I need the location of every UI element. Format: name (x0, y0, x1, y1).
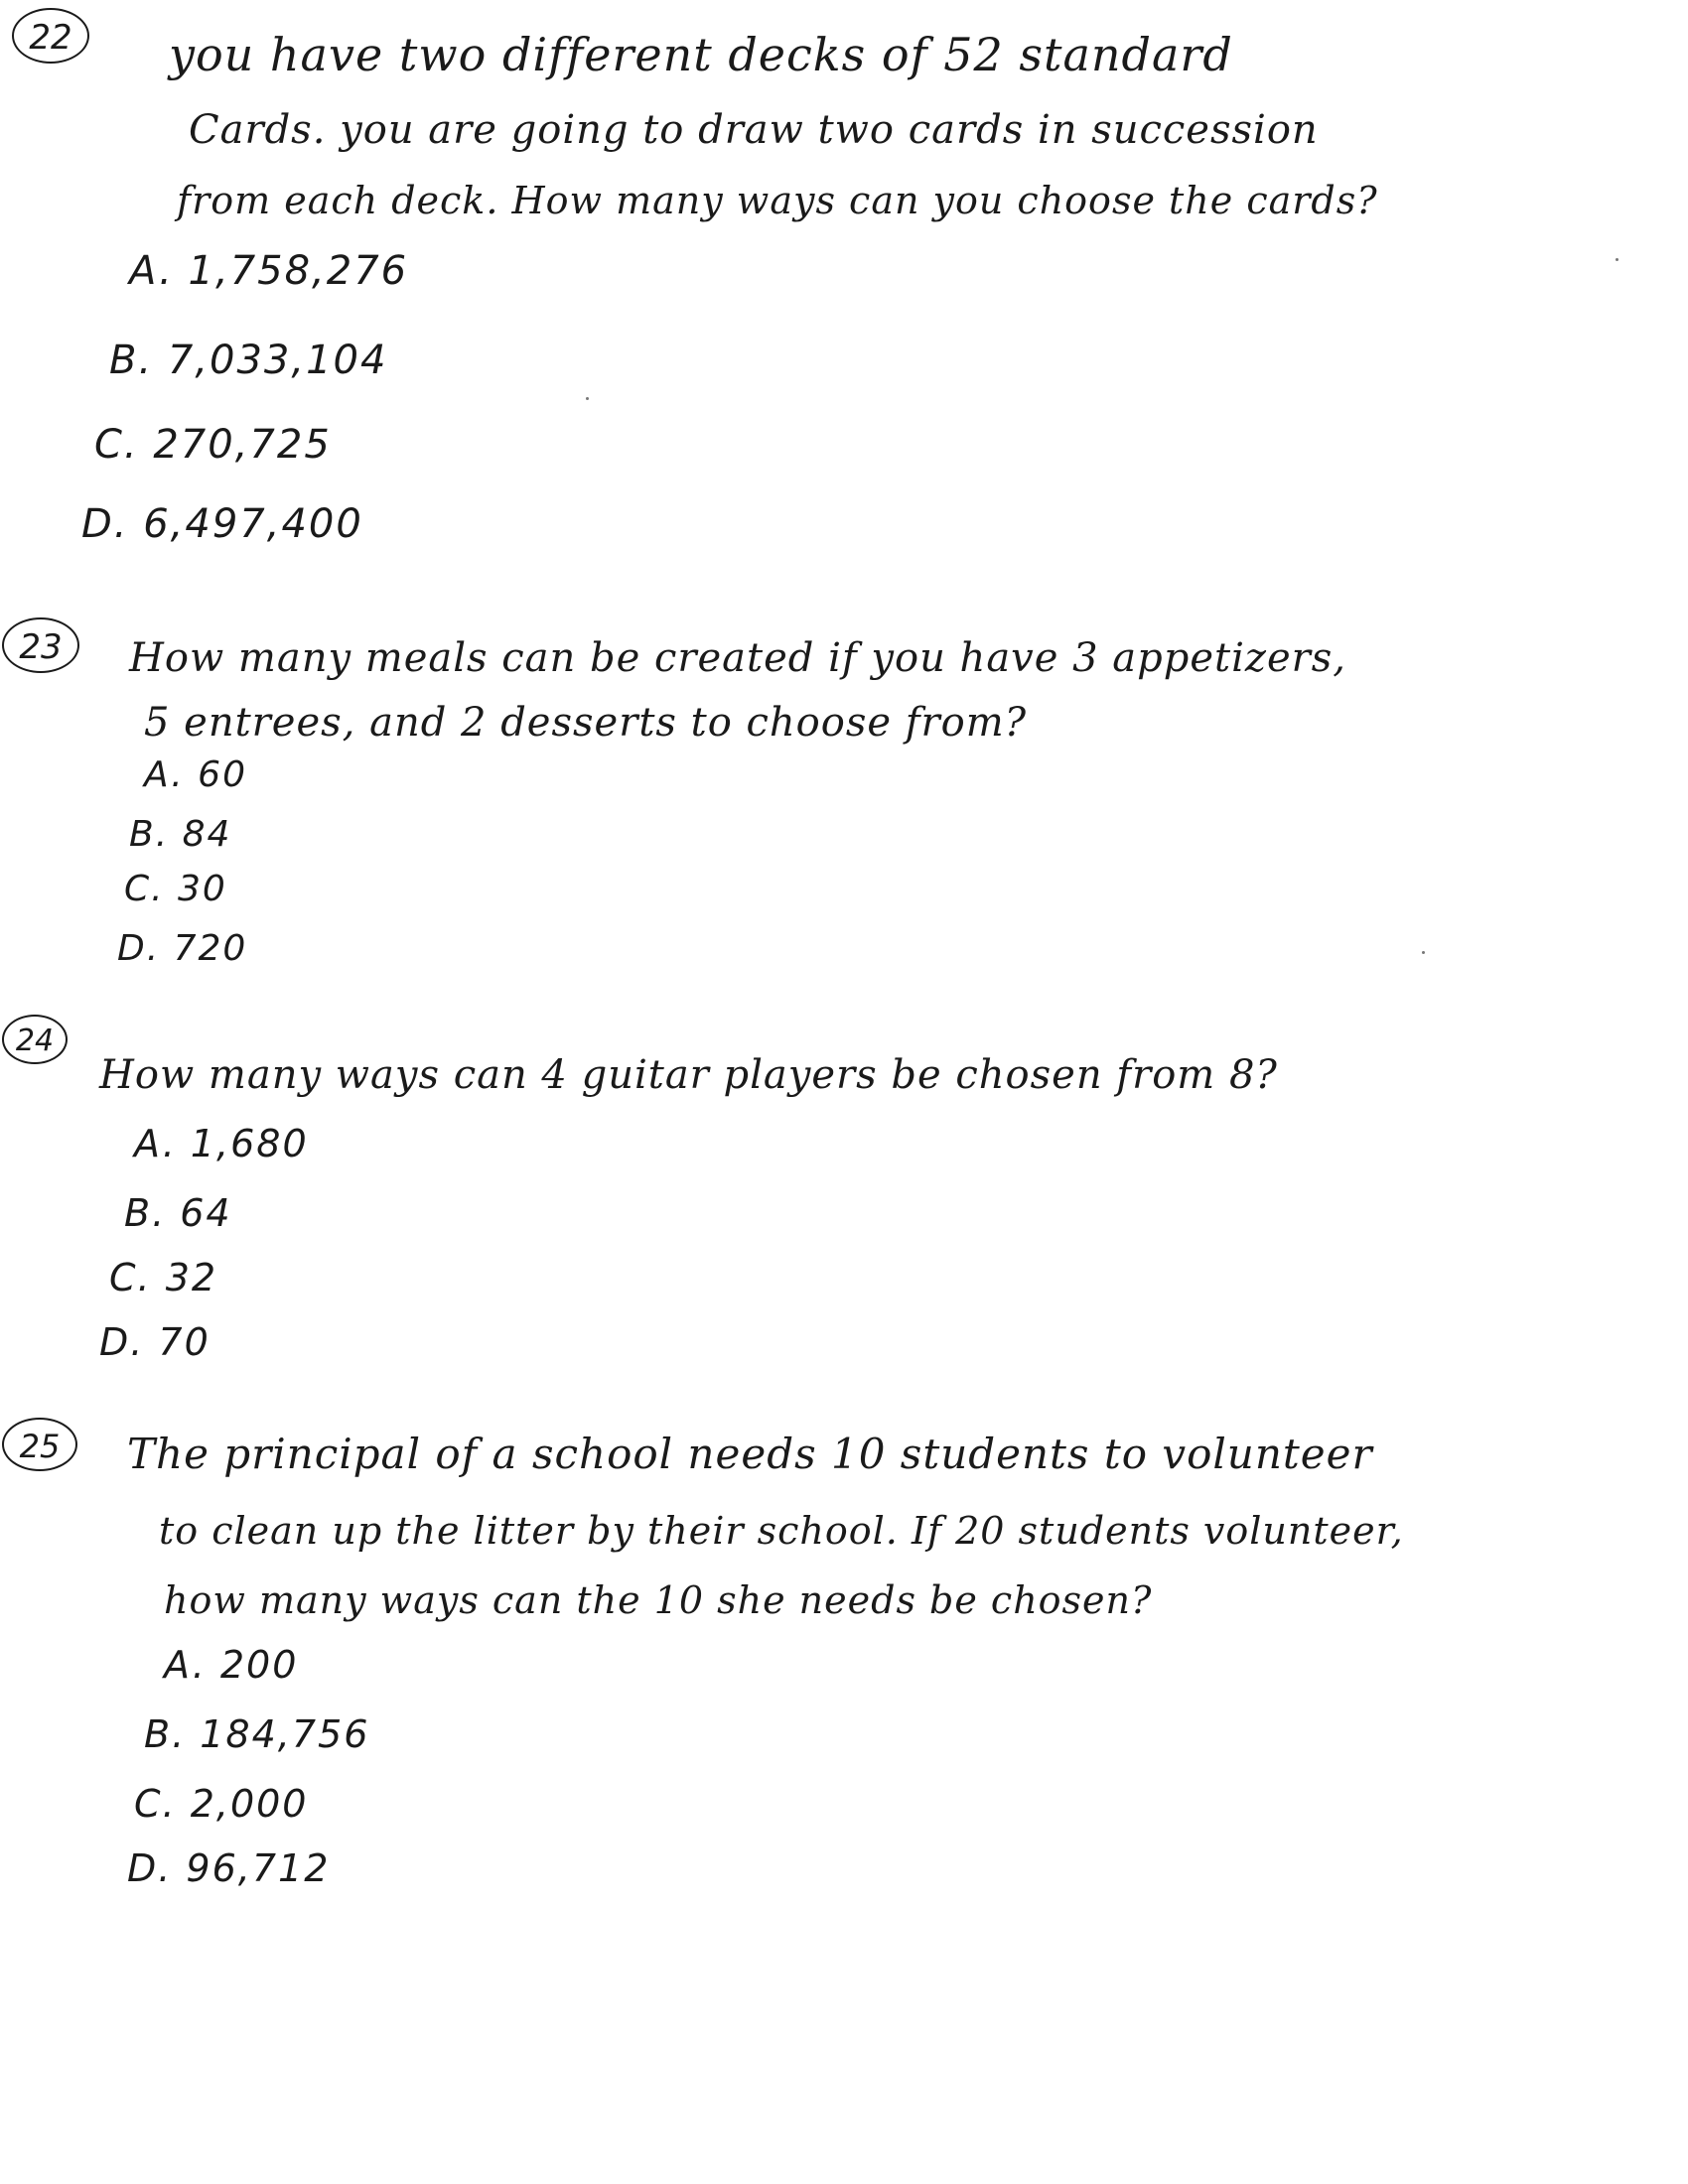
scan-speck (1616, 258, 1618, 261)
answer-choice: C. 270,725 (94, 422, 332, 468)
question-text-line: you have two different decks of 52 standard (169, 28, 1233, 81)
answer-choice: B. 84 (129, 814, 232, 855)
answer-choice: C. 2,000 (134, 1782, 309, 1826)
question-text-line: Cards. you are going to draw two cards in succession (189, 107, 1319, 153)
question-text-line: how many ways can the 10 she needs be chosen? (164, 1578, 1153, 1622)
answer-choice: C. 30 (124, 869, 227, 909)
scan-speck (1422, 951, 1425, 954)
question-text-line: 5 entrees, and 2 desserts to choose from? (144, 700, 1028, 746)
answer-choice: B. 184,756 (144, 1712, 370, 1756)
scan-speck (586, 397, 589, 400)
answer-choice: A. 1,758,276 (129, 248, 409, 294)
answer-choice: D. 720 (117, 928, 248, 969)
question-text-line: How many ways can 4 guitar players be chosen from 8? (99, 1052, 1278, 1098)
answer-choice: A. 60 (144, 754, 247, 795)
question-text-line: from each deck. How many ways can you choose the cards? (177, 179, 1378, 222)
question-number: 24 (2, 1015, 68, 1064)
question-text-line: to clean up the litter by their school. If 20 students volunteer, (159, 1509, 1404, 1553)
answer-choice: B. 64 (124, 1191, 232, 1235)
question-text-line: The principal of a school needs 10 students to volunteer (127, 1430, 1373, 1478)
answer-choice: D. 96,712 (127, 1846, 331, 1890)
answer-choice: D. 6,497,400 (81, 501, 363, 547)
question-text-line: How many meals can be created if you have 3 appetizers, (129, 635, 1347, 681)
question-number: 25 (2, 1418, 77, 1471)
question-number: 23 (2, 617, 79, 673)
question-number: 22 (12, 8, 89, 64)
answer-choice: B. 7,033,104 (109, 338, 388, 383)
answer-choice: A. 1,680 (134, 1122, 309, 1165)
answer-choice: C. 32 (109, 1256, 218, 1299)
answer-choice: A. 200 (164, 1643, 299, 1687)
answer-choice: D. 70 (99, 1320, 211, 1364)
